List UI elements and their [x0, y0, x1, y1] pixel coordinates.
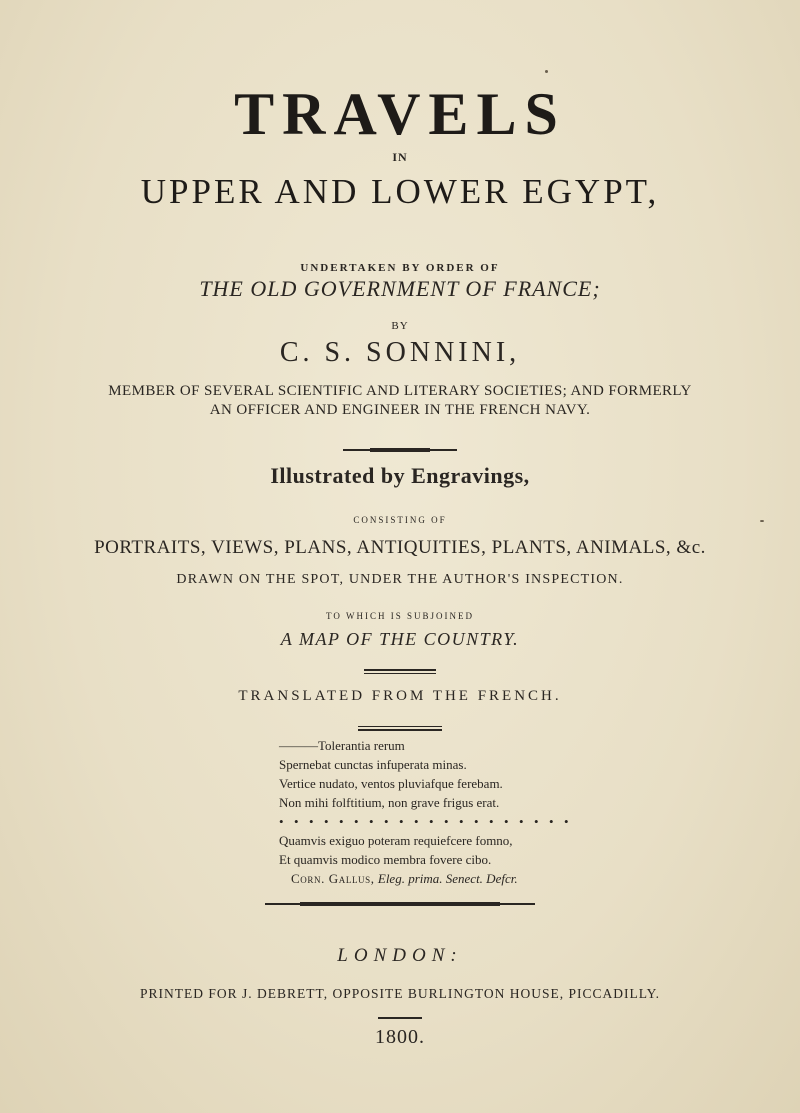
epigraph-line: ———Tolerantia rerum — [279, 738, 405, 753]
paper-speck — [545, 70, 548, 73]
imprint-city: LONDON: — [337, 945, 463, 966]
divider-rule — [378, 1017, 422, 1019]
illustrated-line: Illustrated by Engravings, — [270, 463, 530, 488]
divider-rule — [370, 448, 430, 452]
epigraph-ellipsis: • • • • • • • • • • • • • • • • • • • • — [279, 814, 573, 829]
paper-speck — [760, 520, 764, 522]
citation-author: Corn. Gallus, — [291, 871, 375, 886]
book-title: TRAVELS — [234, 81, 566, 147]
map-line: A MAP OF THE COUNTRY. — [280, 629, 520, 649]
by-line: BY — [391, 320, 409, 332]
consisting-line: CONSISTING OF — [353, 515, 447, 525]
contents-line: PORTRAITS, VIEWS, PLANS, ANTIQUITIES, PLANTS, ANIMALS, &c. — [94, 537, 706, 558]
epigraph-line: Non mihi folftitium, non grave frigus erat. — [279, 795, 500, 810]
epigraph-line: Spernebat cunctas infuperata minas. — [279, 757, 467, 772]
subjoined-line: TO WHICH IS SUBJOINED — [326, 611, 474, 621]
drawn-line: DRAWN ON THE SPOT, UNDER THE AUTHOR'S INSPECTION. — [176, 572, 624, 587]
divider-rule — [364, 673, 436, 674]
imprint-line: PRINTED FOR J. DEBRETT, OPPOSITE BURLINGTON HOUSE, PICCADILLY. — [139, 986, 661, 1001]
divider-rule — [364, 669, 436, 671]
author-description-2: AN OFFICER AND ENGINEER IN THE FRENCH NAVY. — [209, 402, 591, 418]
epigraph-line: Vertice nudato, ventos pluviafque ferebam. — [279, 776, 503, 791]
divider-rule — [358, 726, 442, 727]
epigraph-citation — [279, 869, 609, 888]
publication-year: 1800. — [375, 1026, 425, 1048]
book-subtitle: UPPER AND LOWER EGYPT, — [140, 172, 660, 211]
author-description-1: MEMBER OF SEVERAL SCIENTIFIC AND LITERARY SOCIETIES; AND FORMERLY — [108, 383, 692, 399]
epigraph-line: Et quamvis modico membra fovere cibo. — [279, 852, 492, 867]
epigraph-line: Quamvis exiguo poteram requiefcere fomno, — [279, 833, 513, 848]
citation-work: Eleg. prima. Senect. Defcr. — [377, 871, 518, 886]
translated-line: TRANSLATED FROM THE FRENCH. — [238, 688, 562, 704]
epigraph — [279, 736, 609, 888]
undertaken-line: UNDERTAKEN BY ORDER OF — [300, 262, 500, 274]
divider-rule — [300, 902, 500, 906]
government-line: THE OLD GOVERNMENT OF FRANCE; — [199, 276, 601, 301]
title-in: IN — [392, 150, 408, 164]
author-name: C. S. SONNINI, — [279, 337, 521, 368]
divider-rule — [358, 729, 442, 731]
